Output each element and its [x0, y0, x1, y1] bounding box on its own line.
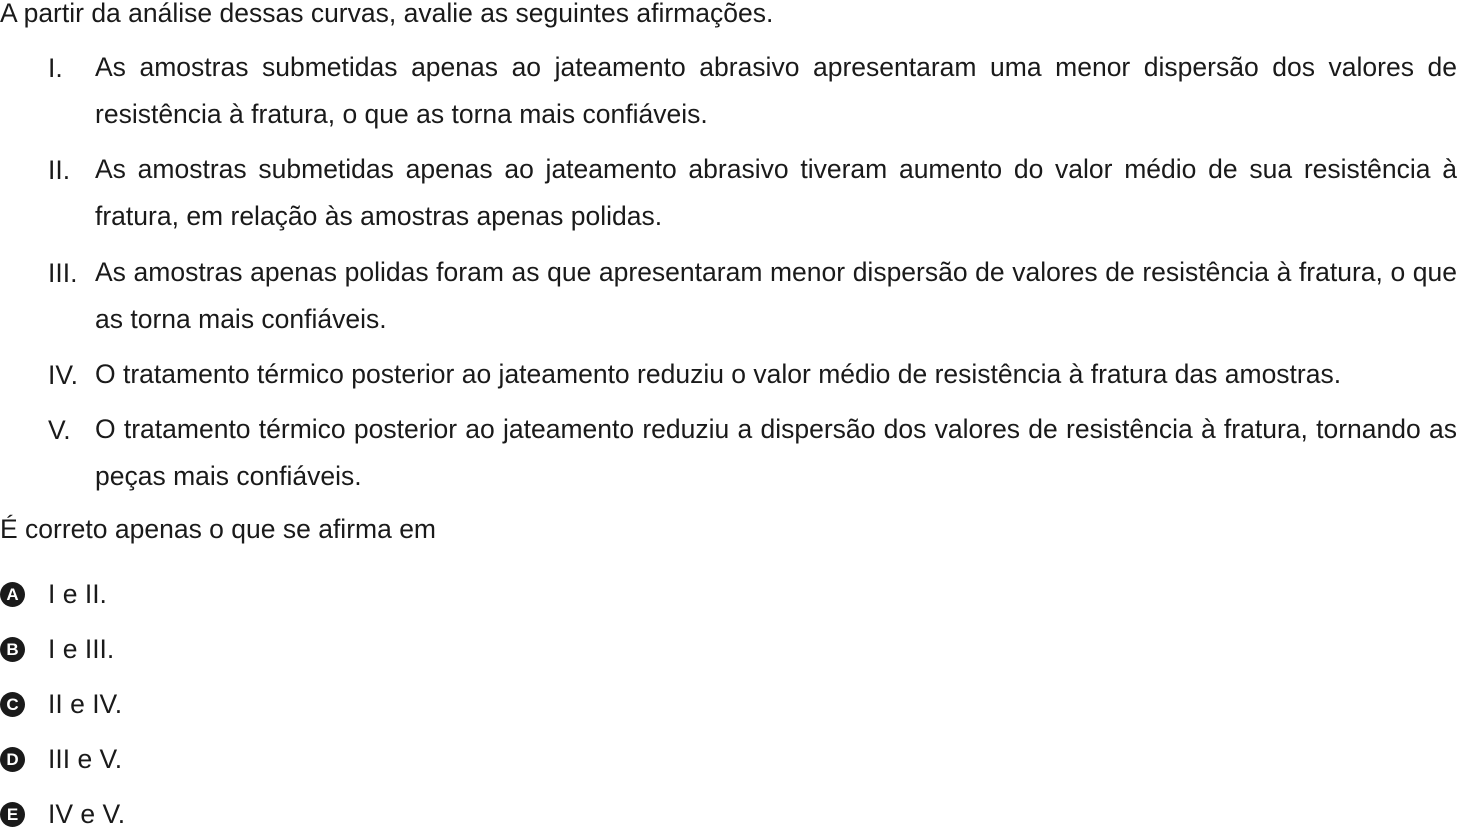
statement-text: O tratamento térmico posterior ao jateamento reduziu a dispersão dos valores de resistência à fratura, tornando as peças mais confiáveis. — [95, 414, 1457, 491]
statement-text: O tratamento térmico posterior ao jateamento reduziu o valor médio de resistência à fratura das amostras. — [95, 359, 1342, 389]
option-c-badge-icon: C — [0, 692, 25, 717]
option-a-badge-icon: A — [0, 582, 25, 607]
statement-number: III. — [48, 258, 78, 288]
statement-text: As amostras submetidas apenas ao jateamento abrasivo tiveram aumento do valor médio de sua resistência à fratura, em relação às amostras apenas polidas. — [95, 154, 1457, 231]
option-c[interactable] — [0, 688, 123, 719]
option-c-text: II e IV. — [48, 688, 123, 719]
statement-number: IV. — [48, 360, 78, 390]
option-e-badge-icon: E — [0, 802, 25, 827]
option-d-badge-icon: D — [0, 747, 25, 772]
option-b-text: I e III. — [48, 633, 115, 664]
statement-text: As amostras apenas polidas foram as que apresentaram menor dispersão de valores de resistência à fratura, o que as torna mais confiáveis. — [95, 257, 1457, 334]
intro-text: A partir da análise dessas curvas, avalie as seguintes afirmações. — [0, 0, 774, 28]
statement-number: I. — [48, 53, 63, 83]
option-b[interactable] — [0, 633, 115, 664]
statement-number: II. — [48, 155, 71, 185]
question-prompt: É correto apenas o que se afirma em — [0, 514, 437, 544]
statement-text: As amostras submetidas apenas ao jateamento abrasivo apresentaram uma menor dispersão dos valores de resistência à fratura, o que as torna mais confiáveis. — [95, 52, 1457, 129]
option-d[interactable] — [0, 743, 123, 774]
statement-number: V. — [48, 415, 71, 445]
option-a[interactable] — [0, 578, 107, 609]
option-b-badge-icon: B — [0, 637, 25, 662]
option-d-text: III e V. — [48, 743, 123, 774]
option-e-text: IV e V. — [48, 798, 126, 829]
option-e[interactable] — [0, 798, 126, 829]
option-a-text: I e II. — [48, 578, 107, 609]
